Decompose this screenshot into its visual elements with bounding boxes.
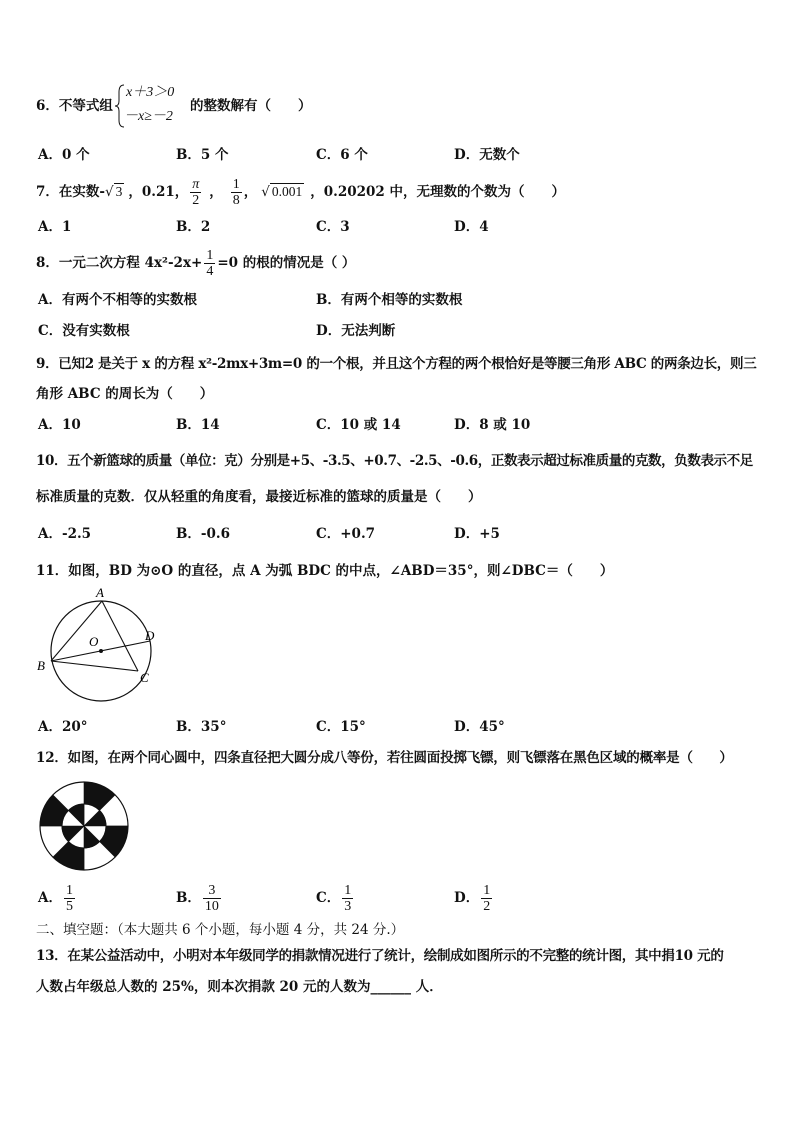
q9-stem-line-2: 角形 ABC 的周长为（ ） — [36, 386, 214, 402]
q7-option-a[interactable]: A．1 — [38, 219, 72, 235]
q7-part-1: 7．在实数- — [36, 184, 105, 200]
q7-sqrt-3: √ 3 — [105, 184, 123, 200]
q8-stem — [36, 243, 355, 283]
q12-concentric-target-figure — [38, 780, 130, 872]
q7-option-c[interactable]: C．3 — [316, 219, 350, 235]
q9-stem-line-1: 9．已知2 是关于 x 的方程 x²-2mx+3m=0 的一个根，并且这个方程的两个根恰好是等腰三角形 ABC 的两条边长，则三 — [36, 356, 757, 372]
q7-option-b[interactable]: B．2 — [176, 219, 211, 235]
q11-option-d[interactable]: D．45° — [454, 719, 505, 735]
q7-sqrt-0001: √ 0.001 — [261, 184, 303, 200]
q8-option-c[interactable]: C．没有实数根 — [38, 323, 130, 339]
q11-circle-figure — [34, 585, 164, 707]
q12-option-a[interactable] — [38, 878, 77, 918]
q11-option-c[interactable]: C．15° — [316, 719, 366, 735]
q10-option-c[interactable]: C．+0.7 — [316, 526, 376, 542]
q12-option-a-fraction: $\frac{1}{5}$ — [65, 882, 73, 914]
q11-option-b[interactable]: B．35° — [176, 719, 227, 735]
q11-stem: 11．如图，BD 为⊙O 的直径，点 A 为弧 BDC 的中点，∠ABD＝35°，则∠DBC＝（ ） — [36, 563, 614, 579]
q12-stem: 12．如图，在两个同心圆中，四条直径把大圆分成八等份，若往圆面投掷飞镖，则飞镖落在黑色区域的概率是（ ） — [36, 750, 733, 766]
q12-option-d[interactable] — [454, 878, 494, 918]
label-b: B — [37, 658, 45, 673]
q12-option-c-letter: C． — [316, 890, 341, 906]
q10-stem-line-2: 标准质量的克数．仅从轻重的角度看，最接近标准的篮球的质量是（ ） — [36, 489, 482, 505]
label-c: C — [140, 670, 149, 685]
q12-option-d-letter: D． — [454, 890, 480, 906]
q6-option-a[interactable]: A．0 个 — [38, 147, 90, 163]
q6-option-c[interactable]: C．6 个 — [316, 147, 368, 163]
q9-option-b[interactable]: B．14 — [176, 417, 220, 433]
q9-option-d[interactable]: D．8 或 10 — [454, 417, 531, 433]
q8-quarter-fraction: $\frac{1}{4}$ — [206, 247, 214, 279]
label-o: O — [89, 634, 99, 649]
q8-option-d[interactable]: D．无法判断 — [316, 323, 396, 339]
label-a: A — [96, 585, 104, 600]
q6-option-d[interactable]: D．无数个 — [454, 147, 520, 163]
q12-option-b[interactable] — [176, 878, 223, 918]
q6-stem-prefix: 6．不等式组 — [36, 98, 113, 114]
q6-ineq-1: x＋3＞0 — [126, 85, 175, 100]
q12-option-d-fraction: $\frac{1}{2}$ — [483, 882, 491, 914]
q12-option-c-fraction: $\frac{1}{3}$ — [344, 882, 352, 914]
section-2-heading: 二、填空题：（本大题共 6 个小题，每小题 4 分，共 24 分.） — [36, 922, 405, 938]
q12-option-b-letter: B． — [176, 890, 201, 906]
q7-pi-fraction: $\frac{\pi}{2}$ — [192, 176, 200, 208]
q7-option-d[interactable]: D．4 — [454, 219, 489, 235]
q7-stem — [36, 172, 565, 212]
q6-ineq-2: －x≥－2 — [124, 109, 173, 124]
q11-option-a[interactable]: A．20° — [38, 719, 88, 735]
label-d: D — [145, 628, 155, 643]
q8-option-a[interactable]: A．有两个不相等的实数根 — [38, 292, 197, 308]
q9-option-c[interactable]: C．10 或 14 — [316, 417, 401, 433]
q6-option-b[interactable]: B．5 个 — [176, 147, 229, 163]
q12-option-c[interactable] — [316, 878, 355, 918]
q7-part-3: ， — [209, 184, 223, 200]
q13-stem-line-1: 13．在某公益活动中，小明对本年级同学的捐款情况进行了统计，绘制成如图所示的不完整的统计图，其中捐10 元的 — [36, 948, 724, 964]
q12-option-b-fraction: $\frac{3}{10}$ — [204, 882, 219, 914]
q6-stem-suffix: 的整数解有（ ） — [190, 98, 312, 114]
q13-stem-line-2: 人数占年级总人数的 25%，则本次捐款 20 元的人数为______ 人． — [36, 979, 443, 995]
q10-option-b[interactable]: B．-0.6 — [176, 526, 230, 542]
q8-part-1: 8．一元二次方程 4x²-2x+ — [36, 255, 203, 271]
q8-part-2: =0 的根的情况是（ ） — [217, 255, 356, 271]
q9-option-a[interactable]: A．10 — [38, 417, 81, 433]
q7-part-2: ，0.21， — [128, 184, 189, 200]
q10-option-d[interactable]: D．+5 — [454, 526, 500, 542]
center-point — [99, 649, 103, 653]
q7-part-5: ，0.20202 中，无理数的个数为（ ） — [310, 184, 566, 200]
q10-stem-line-1: 10．五个新篮球的质量（单位：克）分别是+5、-3.5、+0.7、-2.5、-0.6，正数表示超过标准质量的克数，负数表示不足 — [36, 453, 753, 469]
q12-option-a-letter: A． — [38, 890, 62, 906]
q8-option-b[interactable]: B．有两个相等的实数根 — [316, 292, 463, 308]
q7-one-eighth-fraction: $\frac{1}{8}$ — [232, 176, 240, 208]
q10-option-a[interactable]: A．-2.5 — [38, 526, 92, 542]
q7-part-4: ， — [243, 184, 258, 200]
chord-bc — [51, 661, 138, 671]
